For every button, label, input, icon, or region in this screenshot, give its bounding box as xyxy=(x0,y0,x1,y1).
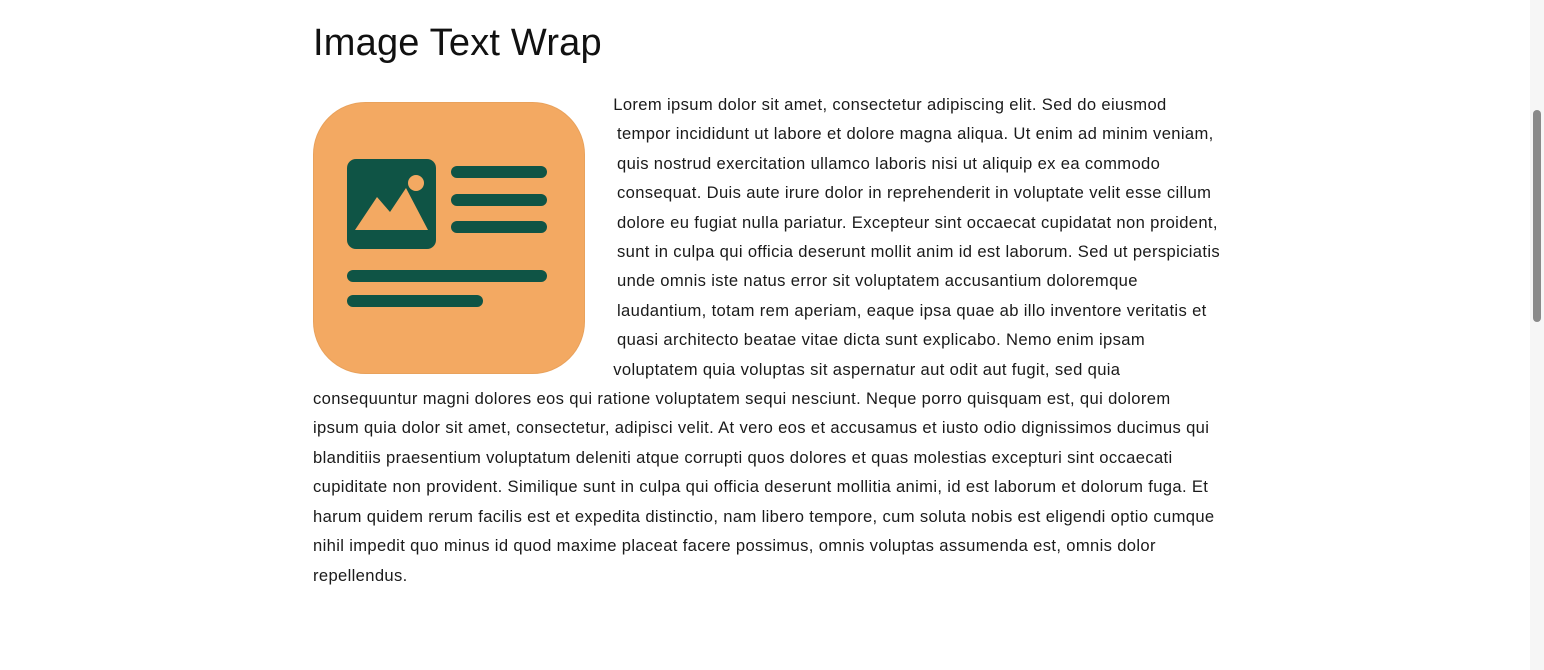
article-image-icon xyxy=(313,102,585,374)
article-image xyxy=(313,102,585,374)
scrollbar-thumb[interactable] xyxy=(1533,110,1541,322)
main-content xyxy=(313,0,1221,590)
article-body xyxy=(313,90,1221,590)
page-scrollbar[interactable] xyxy=(1530,0,1544,670)
article-paragraph: Lorem ipsum dolor sit amet, consectetur adipiscing elit. Sed do eiusmod tempor incididunt ut labore et dolore magna aliqua. Ut enim ad minim veniam, quis nostrud exercitation ullamco laboris nisi ut aliquip ex ea commodo consequat. Duis aute irure dolor in reprehenderit in voluptate velit esse cillum dolore eu fugiat nulla pariatur. Excepteur sint occaecat cupidatat non proident, sunt in culpa qui officia deserunt mollit anim id est laborum. Sed ut perspiciatis unde omnis iste natus error sit voluptatem accusantium doloremque laudantium, totam rem aperiam, eaque ipsa quae ab illo inventore veritatis et quasi architecto beatae vitae dicta sunt explicabo. Nemo enim ipsam voluptatem quia voluptas sit aspernatur aut odit aut fugit, sed quia consequuntur magni dolores eos qui ratione voluptatem sequi nesciunt. Neque porro quisquam est, qui dolorem ipsum quia dolor sit amet, consectetur, adipisci velit. At vero eos et accusamus et iusto odio dignissimos ducimus qui blanditiis praesentium voluptatum deleniti atque corrupti quos dolores et quas molestias excepturi sint occaecati cupiditate non provident. Similique sunt in culpa qui officia deserunt mollitia animi, id est laborum et dolorum fuga. Et harum quidem rerum facilis est et expedita distinctio, nam libero tempore, cum soluta nobis est eligendi optio cumque nihil impedit quo minus id quod maxime placeat facere possimus, omnis voluptas assumenda est, omnis dolor repellendus. xyxy=(313,95,1221,585)
page-title: Image Text Wrap xyxy=(313,22,602,64)
